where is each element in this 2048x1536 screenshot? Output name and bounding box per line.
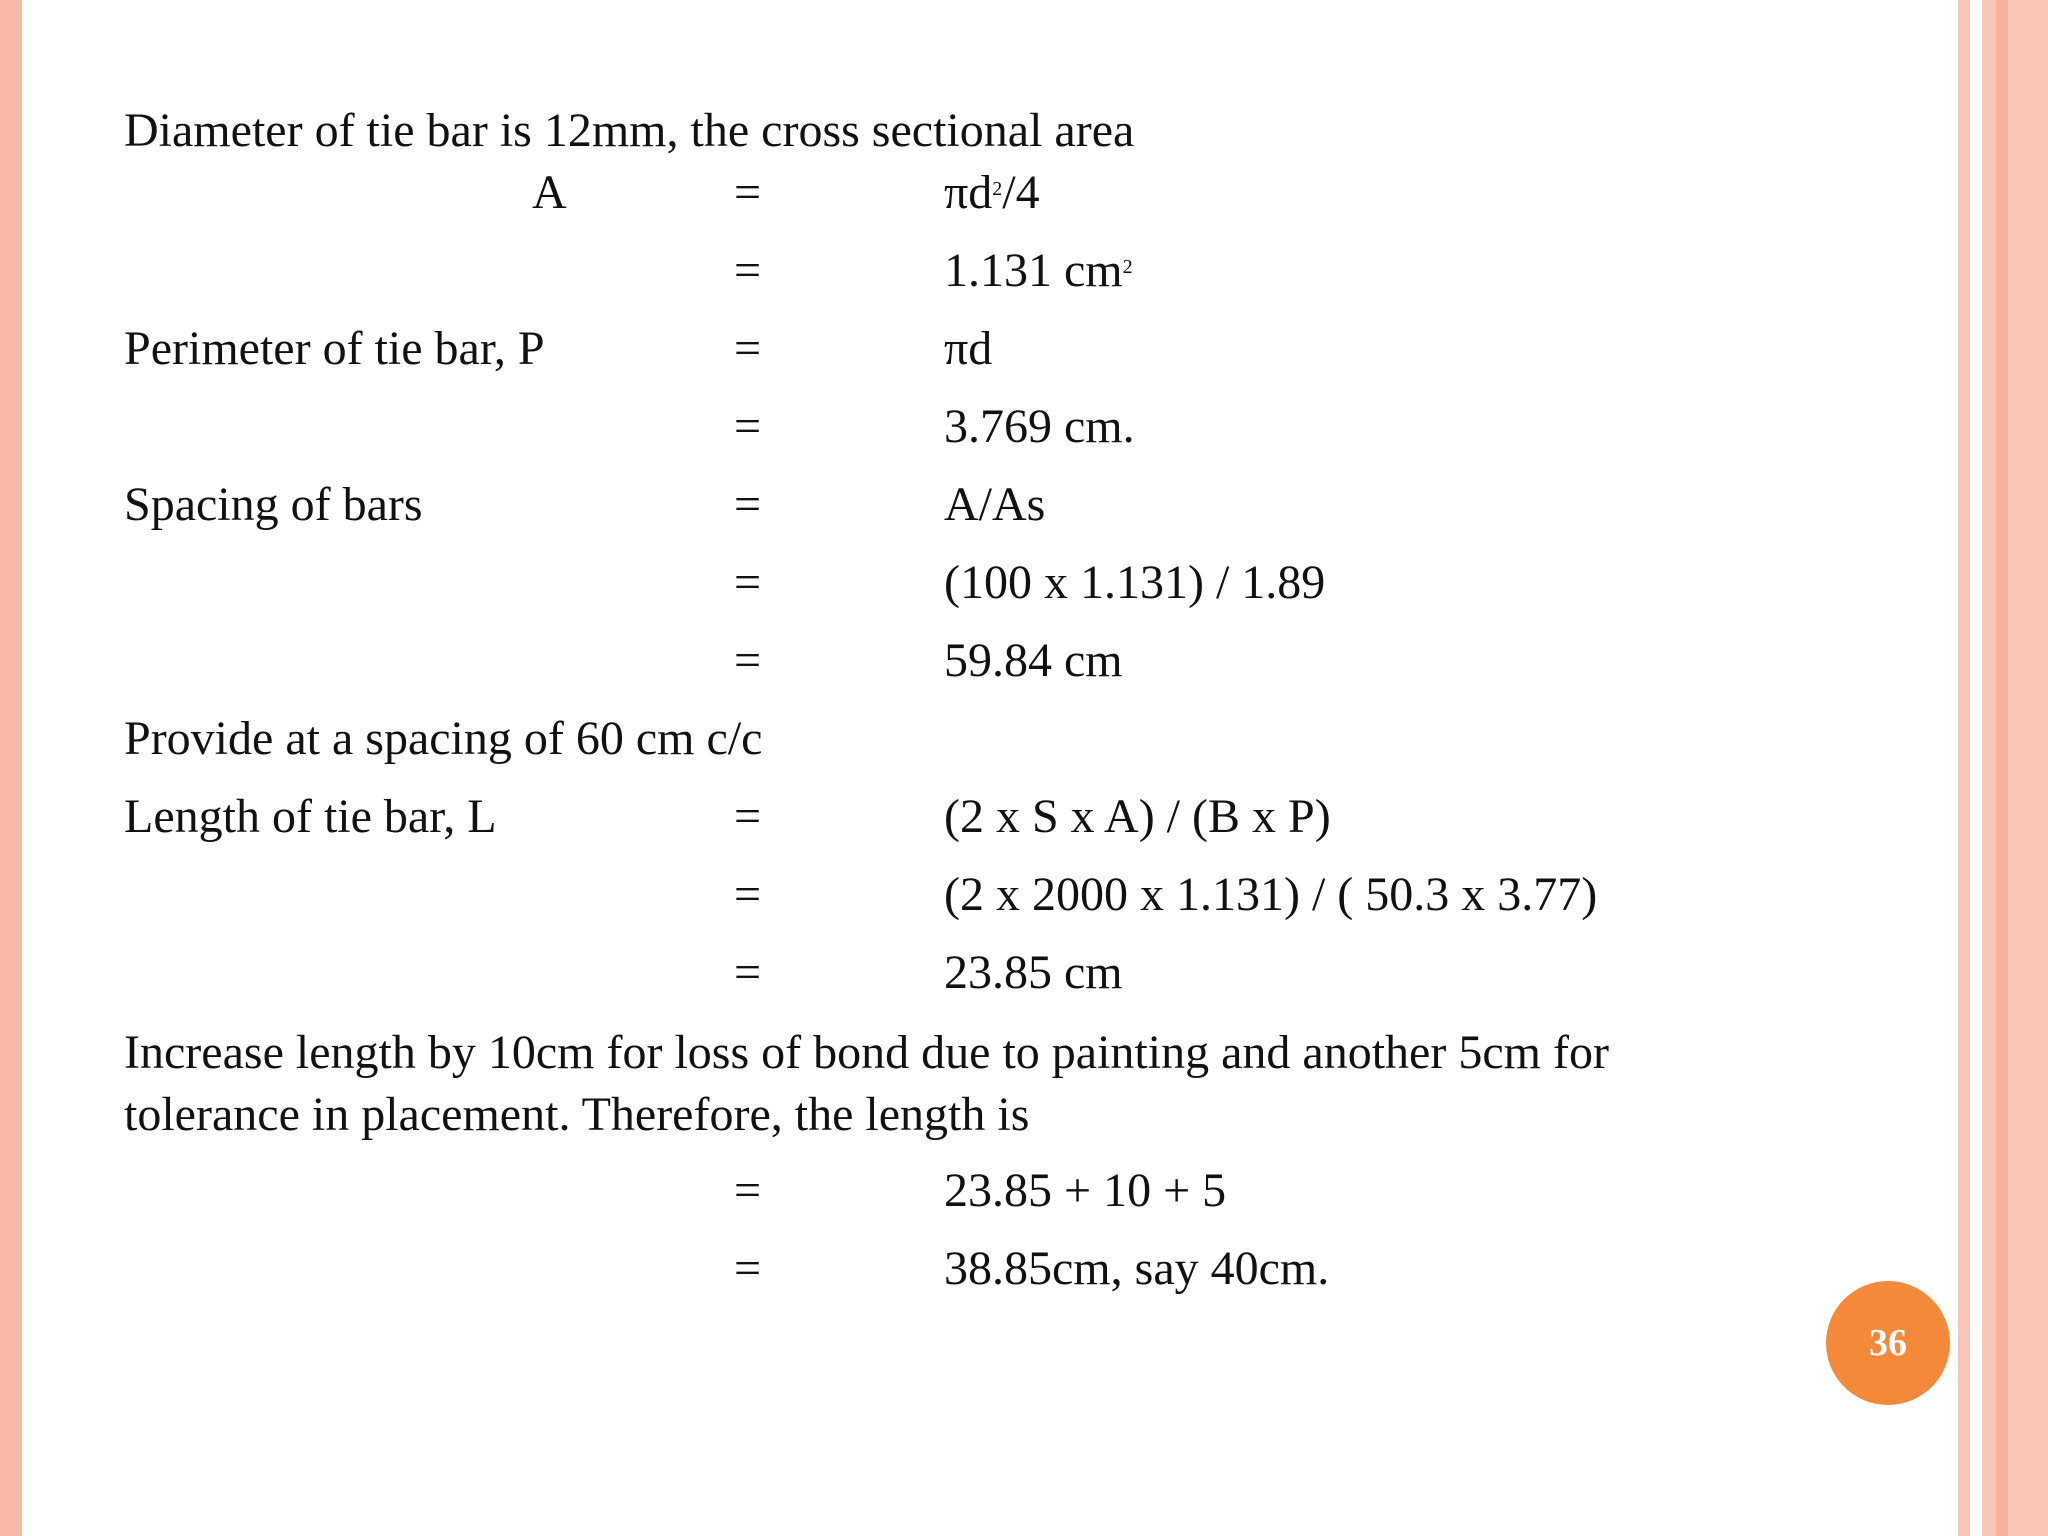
equals-sign: =	[734, 946, 762, 999]
intro-text: Diameter of tie bar is 12mm, the cross sectional area	[124, 104, 1135, 157]
increase-note: Increase length by 10cm for loss of bond due to painting and another 5cm for tolerance in placement. Therefore, the length is	[124, 1026, 1609, 1141]
length-value: 23.85 cm	[944, 946, 1123, 999]
equals-sign: =	[734, 400, 762, 453]
equals-sign: =	[734, 634, 762, 687]
length-formula: (2 x S x A) / (B x P)	[944, 790, 1331, 843]
area-formula	[944, 162, 1040, 224]
perimeter-label: Perimeter of tie bar, P	[124, 322, 545, 375]
area-value-exponent: 2	[1122, 256, 1133, 278]
area-label: A	[532, 166, 567, 219]
final-calc: 23.85 + 10 + 5	[944, 1164, 1227, 1217]
equals-sign: =	[734, 244, 762, 297]
length-calc: (2 x 2000 x 1.131) / ( 50.3 x 3.77)	[944, 868, 1598, 921]
provide-text: Provide at a spacing of 60 cm c/c	[124, 712, 763, 765]
spacing-label: Spacing of bars	[124, 478, 423, 531]
length-label: Length of tie bar, L	[124, 790, 497, 843]
right-border-inner-decoration	[1996, 0, 2008, 1536]
spacing-calc: (100 x 1.131) / 1.89	[944, 556, 1326, 609]
area-formula-base: πd	[944, 166, 993, 219]
final-value: 38.85cm, say 40cm.	[944, 1242, 1330, 1295]
equals-sign: =	[734, 868, 762, 921]
equals-sign: =	[734, 556, 762, 609]
area-value	[944, 240, 1133, 302]
equals-sign: =	[734, 790, 762, 843]
equals-sign: =	[734, 166, 762, 219]
area-value-base: 1.131 cm	[944, 244, 1123, 297]
perimeter-formula: πd	[944, 322, 993, 375]
right-border-thin-decoration	[1958, 0, 1970, 1536]
right-border-wide-decoration	[1982, 0, 2048, 1536]
equals-sign: =	[734, 1242, 762, 1295]
equals-sign: =	[734, 322, 762, 375]
area-formula-exponent: 2	[992, 178, 1003, 200]
spacing-formula: A/As	[944, 478, 1046, 531]
equals-sign: =	[734, 478, 762, 531]
equals-sign: =	[734, 1164, 762, 1217]
page-number-badge: 36	[1826, 1281, 1950, 1405]
area-formula-tail: /4	[1002, 166, 1040, 219]
spacing-value: 59.84 cm	[944, 634, 1123, 687]
left-border-decoration	[0, 0, 22, 1536]
perimeter-value: 3.769 cm.	[944, 400, 1135, 453]
